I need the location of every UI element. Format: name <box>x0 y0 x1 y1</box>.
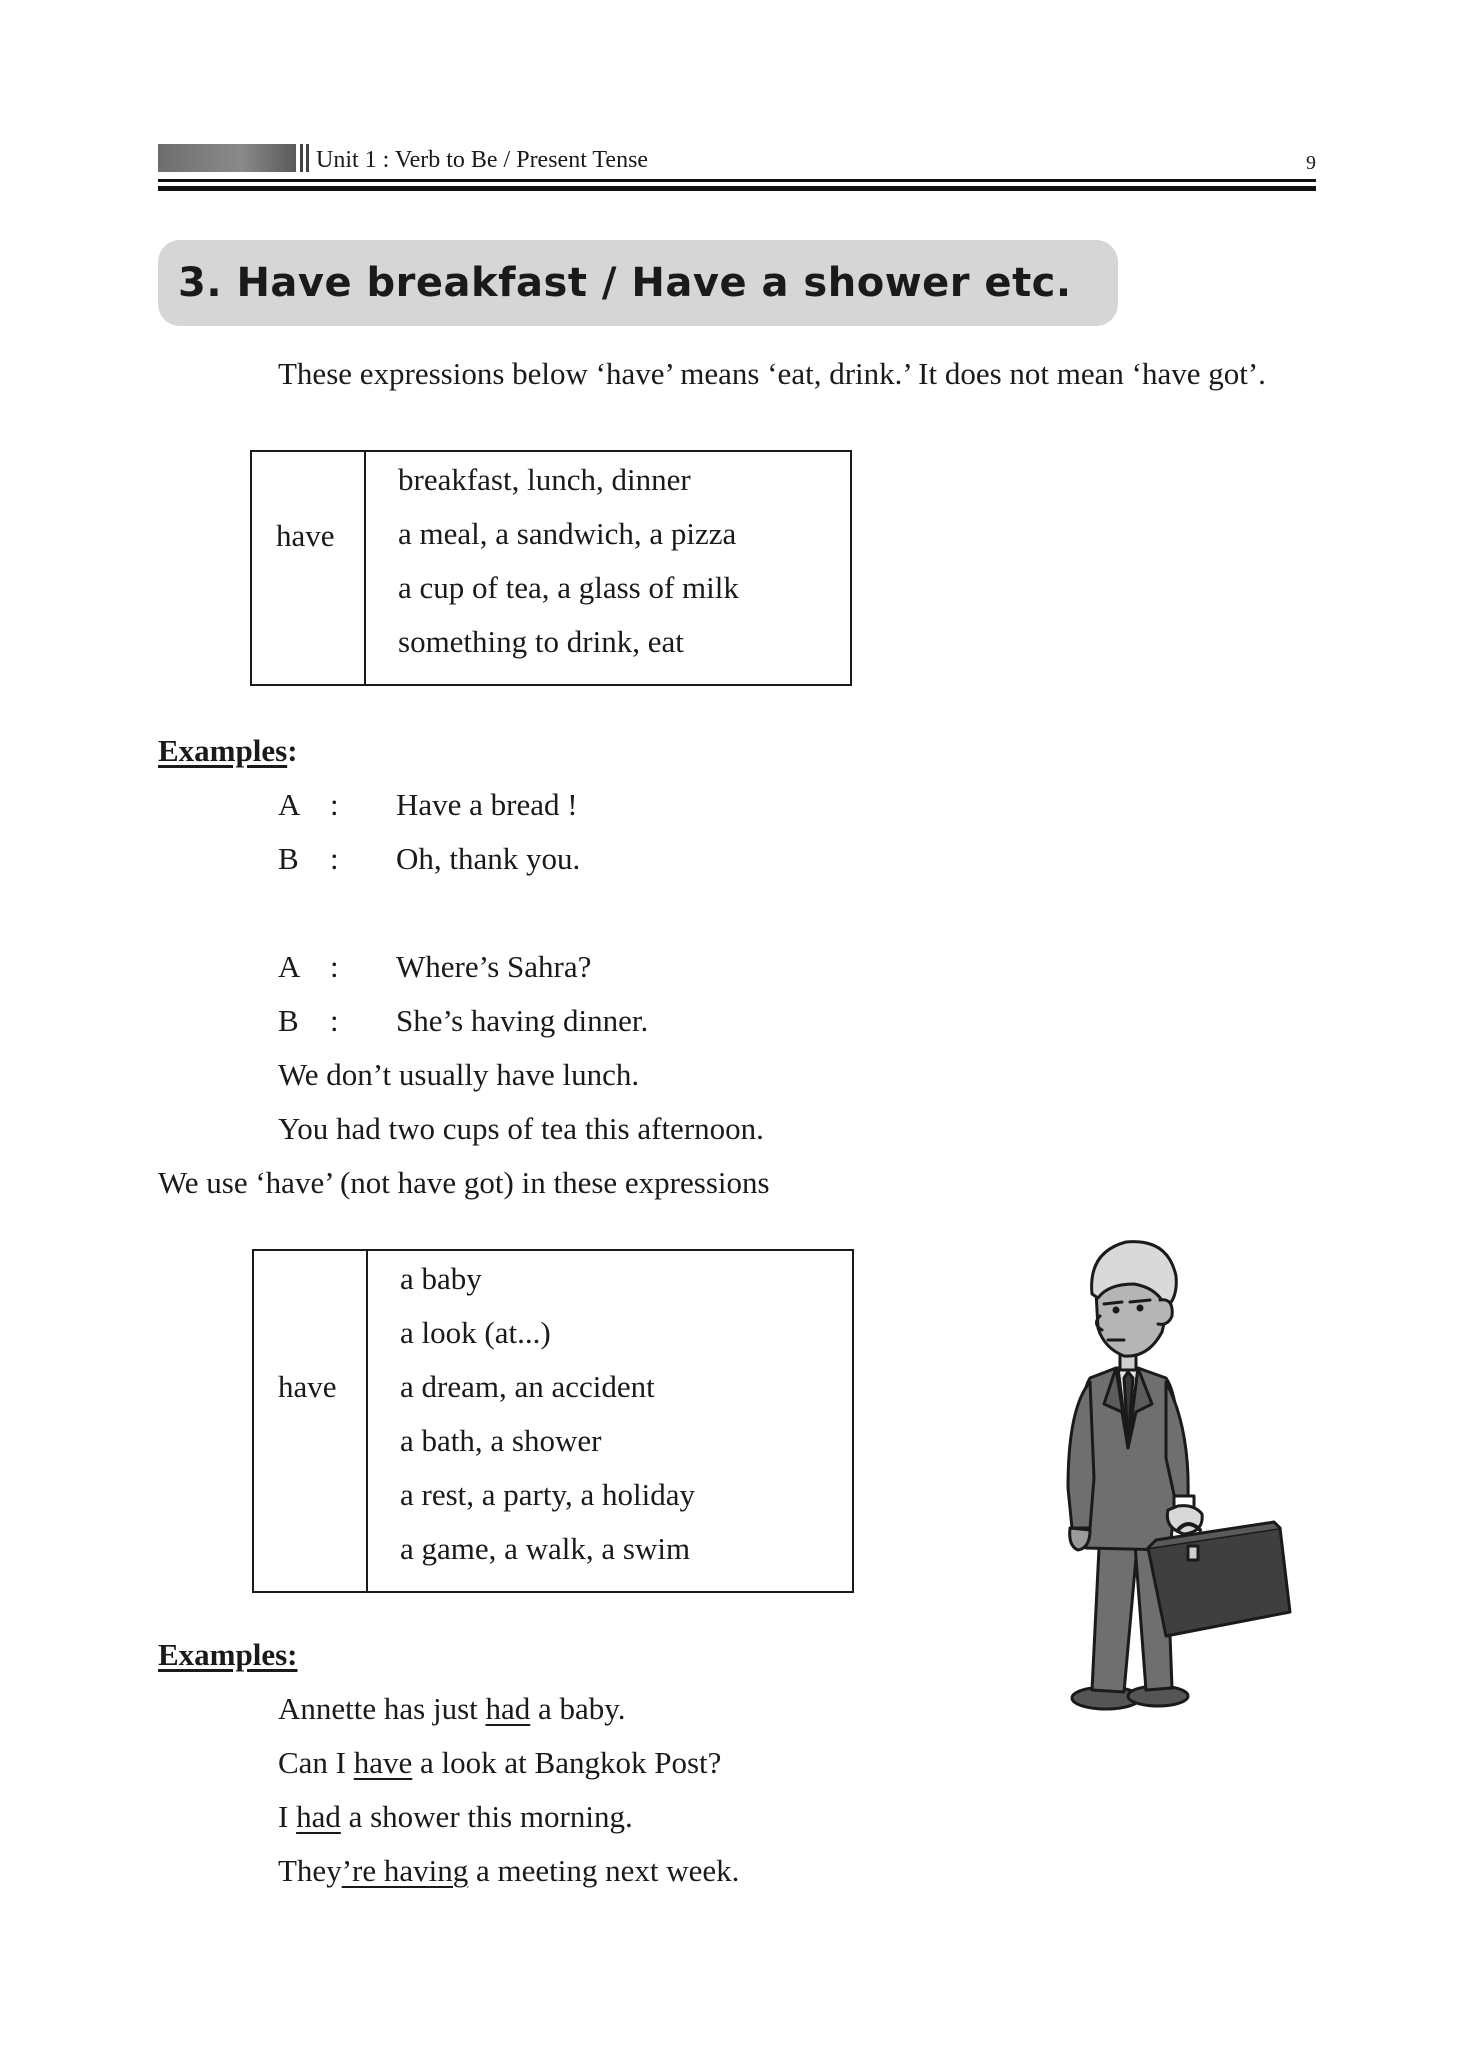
dialogue-line: Oh, thank you. <box>396 841 581 876</box>
table-row: a cup of tea, a glass of milk <box>398 570 739 605</box>
table-row: a baby <box>400 1261 482 1296</box>
table-divider <box>364 452 366 684</box>
speaker-label: A <box>278 949 301 984</box>
section-title: 3. Have breakfast / Have a shower etc. <box>178 260 1072 306</box>
dialogue-line: Have a bread ! <box>396 787 578 822</box>
speaker-label: B <box>278 1003 299 1038</box>
speaker-label: A <box>278 787 301 822</box>
underlined-verb: had <box>296 1799 341 1834</box>
table-row: a rest, a party, a holiday <box>400 1477 695 1512</box>
table-row: a bath, a shower <box>400 1423 602 1458</box>
underlined-verb: ’re having <box>341 1853 469 1888</box>
section-banner <box>158 240 1118 326</box>
table-row: a look (at...) <box>400 1315 551 1350</box>
header-decor-block <box>158 144 296 172</box>
table-verb: have <box>278 1369 337 1404</box>
businessman-with-briefcase-illustration <box>1038 1228 1300 1718</box>
dialogue-line: Where’s Sahra? <box>396 949 592 984</box>
expressions-table-food <box>250 450 852 686</box>
expressions-table-activities <box>252 1249 854 1593</box>
section-intro: These expressions below ‘have’ means ‘eat, drink.’ It does not mean ‘have got’. <box>278 356 1266 391</box>
example-sentence: We don’t usually have lunch. <box>278 1057 640 1092</box>
table-row: a meal, a sandwich, a pizza <box>398 516 737 551</box>
table-row: a game, a walk, a swim <box>400 1531 691 1566</box>
dialogue-line: She’s having dinner. <box>396 1003 649 1038</box>
table-row: a dream, an accident <box>400 1369 655 1404</box>
header-rule <box>158 179 1316 182</box>
speaker-separator: : <box>330 841 339 876</box>
running-title: Unit 1 : Verb to Be / Present Tense <box>316 147 649 173</box>
example-sentence: Annette has just had a baby. <box>278 1691 626 1726</box>
example-sentence: You had two cups of tea this afternoon. <box>278 1111 764 1146</box>
header-decor-bar <box>306 144 309 172</box>
header-decor-bar <box>300 144 303 172</box>
header-rule <box>158 186 1316 191</box>
example-sentence: They’re having a meeting next week. <box>278 1853 740 1888</box>
speaker-separator: : <box>330 1003 339 1038</box>
speaker-separator: : <box>330 787 339 822</box>
example-sentence: Can I have a look at Bangkok Post? <box>278 1745 722 1780</box>
usage-note: We use ‘have’ (not have got) in these expressions <box>158 1165 770 1200</box>
examples-heading: Examples: <box>158 1637 298 1672</box>
underlined-verb: had <box>485 1691 531 1726</box>
speaker-separator: : <box>330 949 339 984</box>
example-sentence: I had a shower this morning. <box>278 1799 633 1834</box>
table-divider <box>366 1251 368 1591</box>
examples-heading: Examples: <box>158 733 298 768</box>
page-number: 9 <box>1306 152 1316 174</box>
table-verb: have <box>276 518 335 553</box>
speaker-label: B <box>278 841 299 876</box>
table-row: breakfast, lunch, dinner <box>398 462 691 497</box>
table-row: something to drink, eat <box>398 624 684 659</box>
underlined-verb: have <box>353 1745 413 1780</box>
